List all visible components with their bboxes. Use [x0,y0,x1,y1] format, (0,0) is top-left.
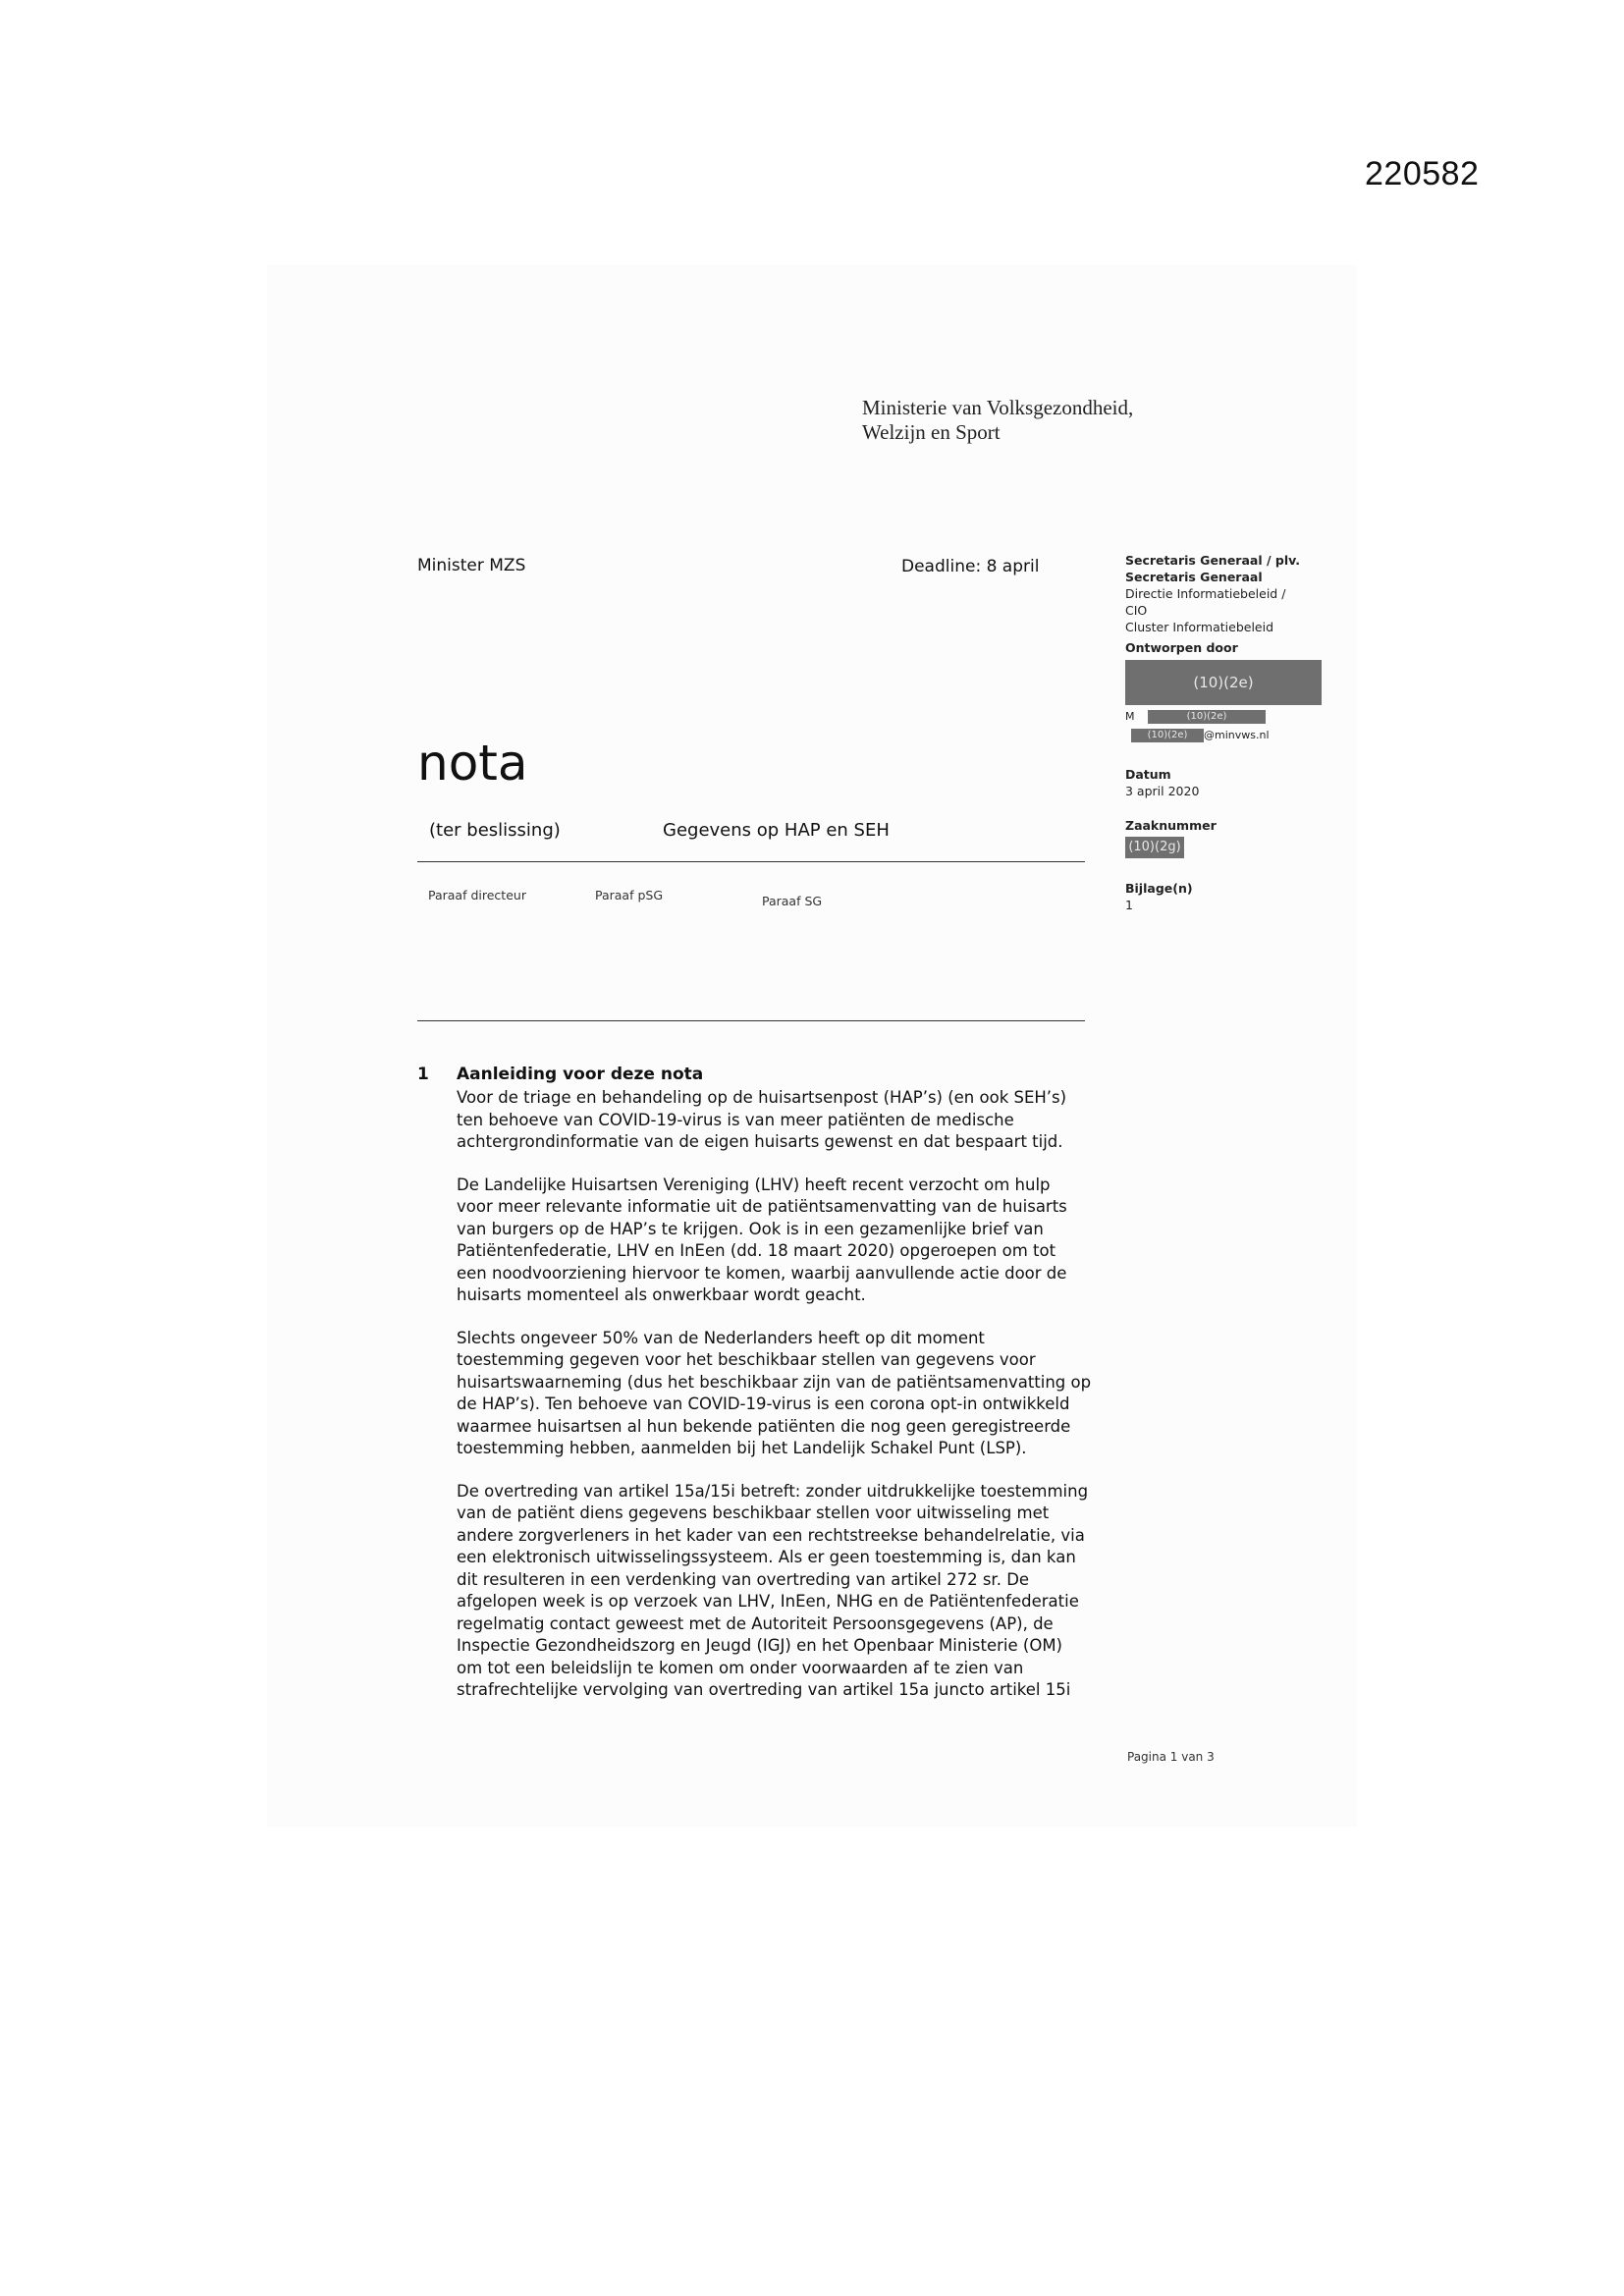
text-line: een elektronisch uitwisselingssysteem. Als er geen toestemming is, dan kan [457,1548,1076,1566]
sg-line-2: Secretaris Generaal [1125,570,1263,584]
paragraph-3 [457,1328,1124,1460]
ministry-line-2: Welzijn en Sport [862,420,1001,444]
deadline: Deadline: 8 april [901,557,1040,576]
section-number: 1 [417,1065,429,1084]
text-line: achtergrondinformatie van de eigen huisarts gewenst en dat bespaart tijd. [457,1132,1063,1151]
text-line: een noodvoorziening hiervoor te komen, waarbij aanvullende actie door de [457,1263,1067,1283]
redaction-email: (10)(2e) [1131,729,1204,742]
text-line: toestemming hebben, aanmelden bij het Landelijk Schakel Punt (LSP). [457,1439,1027,1457]
text-line: voor meer relevante informatie uit de patiëntsamenvatting van de huisarts [457,1197,1067,1216]
phone-prefix: M [1125,710,1135,723]
document-subject: Gegevens op HAP en SEH [663,820,890,841]
redaction-phone: (10)(2e) [1148,710,1266,724]
document-number: 220582 [1365,155,1480,192]
text-line: huisartswaarneming (dus het beschikbaar zijn van de patiëntsamenvatting op [457,1372,1092,1392]
section-body [457,1087,1124,1722]
bijlage-value: 1 [1125,898,1133,912]
text-line: ten behoeve van COVID-19-virus is van meer patiënten de medische [457,1110,1014,1129]
section-heading: Aanleiding voor deze nota [457,1065,704,1084]
text-line: toestemming gegeven voor het beschikbaar stellen van gegevens voor [457,1350,1036,1369]
sidebar-metadata [1125,552,1322,913]
cio: CIO [1125,603,1148,618]
ontworpen-label: Ontworpen door [1125,640,1238,655]
text-line: huisarts momenteel als onwerkbaar wordt geacht. [457,1285,866,1304]
redaction-name: (10)(2e) [1125,660,1322,705]
bijlage-section [1125,880,1322,913]
cluster: Cluster Informatiebeleid [1125,620,1274,634]
ministry-name [862,396,1133,445]
email-row [1125,728,1322,742]
bijlage-label: Bijlage(n) [1125,881,1193,896]
page-number: Pagina 1 van 3 [1127,1750,1215,1764]
paraaf-sg: Paraaf SG [762,894,823,908]
text-line: afgelopen week is op verzoek van LHV, InEen, NHG en de Patiëntenfederatie [457,1592,1079,1611]
divider-top [417,861,1085,862]
divider-bottom [417,1020,1085,1021]
text-line: de HAP’s). Ten behoeve van COVID-19-virus is een corona opt-in ontwikkeld [457,1394,1070,1413]
text-line: De overtreding van artikel 15a/15i betreft: zonder uitdrukkelijke toestemming [457,1481,1089,1501]
directie: Directie Informatiebeleid / [1125,586,1286,601]
text-line: De Landelijke Huisartsen Vereniging (LHV) heeft recent verzocht om hulp [457,1175,1051,1194]
paraaf-directeur: Paraaf directeur [428,888,526,902]
text-line: van burgers op de HAP’s te krijgen. Ook is in een gezamenlijke brief van [457,1219,1044,1238]
document-type: (ter beslissing) [429,820,561,841]
text-line: andere zorgverleners in het kader van een rechtstreekse behandelrelatie, via [457,1525,1085,1545]
text-line: Slechts ongeveer 50% van de Nederlanders heeft op dit moment [457,1328,985,1347]
paragraph-4 [457,1481,1124,1702]
text-line: strafrechtelijke vervolging van overtreding van artikel 15a juncto artikel 15i [457,1680,1071,1699]
datum-label: Datum [1125,767,1171,782]
email-domain: @minvws.nl [1204,729,1270,741]
zaaknummer-redaction: (10)(2g) [1125,837,1184,858]
datum-section [1125,766,1322,799]
text-line: Patiëntenfederatie, LHV en InEen (dd. 18 maart 2020) opgeroepen om tot [457,1241,1056,1260]
paraaf-psg: Paraaf pSG [595,888,664,902]
paragraph-1 [457,1087,1124,1154]
text-line: dit resulteren in een verdenking van overtreding van artikel 272 sr. De [457,1569,1030,1589]
datum-value: 3 april 2020 [1125,784,1200,798]
addressee: Minister MZS [417,556,526,575]
text-line: waarmee huisartsen al hun bekende patiënten die nog geen geregistreerde [457,1416,1071,1436]
zaaknummer-section [1125,817,1322,858]
text-line: regelmatig contact geweest met de Autoriteit Persoonsgegevens (AP), de [457,1613,1054,1633]
ministry-line-1: Ministerie van Volksgezondheid, [862,396,1134,419]
paragraph-2 [457,1175,1124,1307]
text-line: van de patiënt diens gegevens beschikbaar stellen voor uitwisseling met [457,1503,1050,1522]
text-line: Voor de triage en behandeling op de huisartsenpost (HAP’s) (en ook SEH’s) [457,1088,1067,1107]
phone-row [1125,709,1322,724]
zaaknummer-label: Zaaknummer [1125,818,1217,833]
text-line: om tot een beleidslijn te komen om onder voorwaarden af te zien van [457,1658,1024,1677]
text-line: Inspectie Gezondheidszorg en Jeugd (IGJ) en het Openbaar Ministerie (OM) [457,1636,1062,1655]
sg-line-1: Secretaris Generaal / plv. [1125,553,1300,568]
document-title: nota [417,735,528,792]
